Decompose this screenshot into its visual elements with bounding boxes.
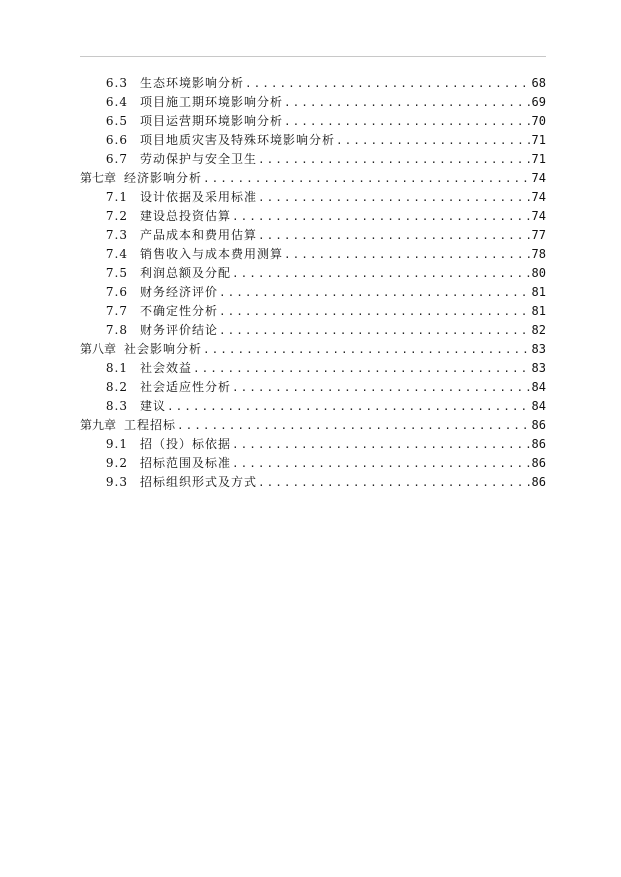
toc-entry-title: 劳动保护与安全卫生: [140, 152, 258, 166]
toc-entry-title: 招标组织形式及方式: [140, 475, 258, 489]
toc-dot-leader: [258, 473, 531, 492]
toc-entry-title: 项目地质灾害及特殊环境影响分析: [140, 133, 336, 147]
toc-entry-number: 7.7: [105, 304, 128, 318]
toc-section-entry[interactable]: [80, 74, 546, 93]
toc-entry-number: 8.1: [105, 361, 128, 375]
toc-section-entry[interactable]: [80, 207, 546, 226]
toc-entry-number: 8.2: [105, 380, 128, 394]
toc-entry-page-number: 70: [531, 114, 546, 128]
toc-entry-number: 7.6: [105, 285, 128, 299]
toc-entry-page-number: 71: [531, 152, 546, 166]
toc-dot-leader: [284, 245, 531, 264]
toc-entry-number: 6.4: [105, 95, 128, 109]
toc-entry-number: 7.2: [105, 209, 128, 223]
toc-section-entry[interactable]: [80, 93, 546, 112]
toc-dot-leader: [232, 378, 531, 397]
toc-entry-title: 建设总投资估算: [140, 209, 232, 223]
toc-entry-number: 第七章: [80, 171, 117, 185]
toc-entry-page-number: 86: [531, 456, 546, 470]
toc-entry-number: 6.6: [105, 133, 128, 147]
toc-entry-number: 9.1: [105, 437, 128, 451]
toc-dot-leader: [232, 264, 531, 283]
toc-chapter-entry[interactable]: [80, 169, 546, 188]
toc-dot-leader: [219, 302, 531, 321]
toc-dot-leader: [219, 321, 531, 340]
toc-entry-page-number: 86: [531, 475, 546, 489]
table-of-contents: [80, 74, 546, 492]
toc-section-entry[interactable]: [80, 245, 546, 264]
toc-entry-number: 9.3: [105, 475, 128, 489]
toc-entry-number: 9.2: [105, 456, 128, 470]
toc-dot-leader: [245, 74, 531, 93]
toc-dot-leader: [232, 207, 531, 226]
toc-dot-leader: [284, 112, 531, 131]
toc-section-entry[interactable]: [80, 454, 546, 473]
toc-entry-page-number: 74: [531, 171, 546, 185]
toc-entry-page-number: 84: [531, 380, 546, 394]
toc-entry-page-number: 84: [531, 399, 546, 413]
toc-section-entry[interactable]: [80, 283, 546, 302]
toc-dot-leader: [203, 169, 531, 188]
toc-dot-leader: [258, 226, 531, 245]
toc-entry-number: 7.4: [105, 247, 128, 261]
toc-entry-page-number: 83: [531, 342, 546, 356]
toc-entry-number: 7.3: [105, 228, 128, 242]
toc-entry-page-number: 74: [531, 209, 546, 223]
toc-entry-page-number: 71: [531, 133, 546, 147]
toc-section-entry[interactable]: [80, 302, 546, 321]
toc-dot-leader: [203, 340, 531, 359]
header-rule: [80, 56, 546, 57]
toc-entry-title: 招标范围及标准: [140, 456, 232, 470]
toc-entry-title: 工程招标: [124, 418, 177, 432]
toc-section-entry[interactable]: [80, 378, 546, 397]
toc-entry-title: 生态环境影响分析: [140, 76, 245, 90]
toc-entry-page-number: 83: [531, 361, 546, 375]
toc-entry-number: 6.7: [105, 152, 128, 166]
toc-entry-title: 社会效益: [140, 361, 193, 375]
toc-dot-leader: [284, 93, 531, 112]
toc-section-entry[interactable]: [80, 264, 546, 283]
toc-section-entry[interactable]: [80, 397, 546, 416]
toc-entry-title: 销售收入与成本费用测算: [140, 247, 284, 261]
toc-dot-leader: [232, 454, 531, 473]
toc-section-entry[interactable]: [80, 150, 546, 169]
toc-entry-title: 招（投）标依据: [140, 437, 232, 451]
toc-dot-leader: [167, 397, 531, 416]
toc-entry-title: 项目运营期环境影响分析: [140, 114, 284, 128]
toc-entry-page-number: 68: [531, 76, 546, 90]
toc-entry-title: 社会适应性分析: [140, 380, 232, 394]
toc-entry-title: 财务评价结论: [140, 323, 219, 337]
toc-entry-page-number: 82: [531, 323, 546, 337]
toc-dot-leader: [193, 359, 531, 378]
toc-entry-number: 6.5: [105, 114, 128, 128]
toc-entry-title: 建议: [140, 399, 167, 413]
toc-chapter-entry[interactable]: [80, 416, 546, 435]
toc-section-entry[interactable]: [80, 226, 546, 245]
toc-entry-title: 利润总额及分配: [140, 266, 232, 280]
toc-entry-page-number: 78: [531, 247, 546, 261]
toc-section-entry[interactable]: [80, 131, 546, 150]
toc-entry-page-number: 69: [531, 95, 546, 109]
toc-entry-number: 7.8: [105, 323, 128, 337]
toc-entry-title: 项目施工期环境影响分析: [140, 95, 284, 109]
toc-section-entry[interactable]: [80, 473, 546, 492]
toc-entry-number: 7.1: [105, 190, 128, 204]
toc-entry-page-number: 86: [531, 418, 546, 432]
toc-dot-leader: [258, 150, 531, 169]
toc-dot-leader: [258, 188, 531, 207]
toc-section-entry[interactable]: [80, 112, 546, 131]
toc-entry-page-number: 77: [531, 228, 546, 242]
toc-entry-number: 8.3: [105, 399, 128, 413]
toc-entry-title: 不确定性分析: [140, 304, 219, 318]
toc-section-entry[interactable]: [80, 188, 546, 207]
toc-dot-leader: [232, 435, 531, 454]
toc-entry-page-number: 81: [531, 304, 546, 318]
toc-entry-title: 设计依据及采用标准: [140, 190, 258, 204]
toc-chapter-entry[interactable]: [80, 340, 546, 359]
toc-section-entry[interactable]: [80, 321, 546, 340]
toc-dot-leader: [177, 416, 531, 435]
toc-entry-number: 第九章: [80, 418, 117, 432]
toc-entry-page-number: 80: [531, 266, 546, 280]
toc-entry-number: 7.5: [105, 266, 128, 280]
toc-entry-number: 第八章: [80, 342, 117, 356]
toc-entry-title: 社会影响分析: [124, 342, 203, 356]
toc-dot-leader: [219, 283, 531, 302]
toc-entry-title: 产品成本和费用估算: [140, 228, 258, 242]
toc-entry-page-number: 86: [531, 437, 546, 451]
toc-entry-page-number: 81: [531, 285, 546, 299]
toc-dot-leader: [336, 131, 531, 150]
toc-entry-title: 财务经济评价: [140, 285, 219, 299]
toc-entry-title: 经济影响分析: [124, 171, 203, 185]
toc-entry-page-number: 74: [531, 190, 546, 204]
toc-section-entry[interactable]: [80, 359, 546, 378]
toc-section-entry[interactable]: [80, 435, 546, 454]
toc-entry-number: 6.3: [105, 76, 128, 90]
